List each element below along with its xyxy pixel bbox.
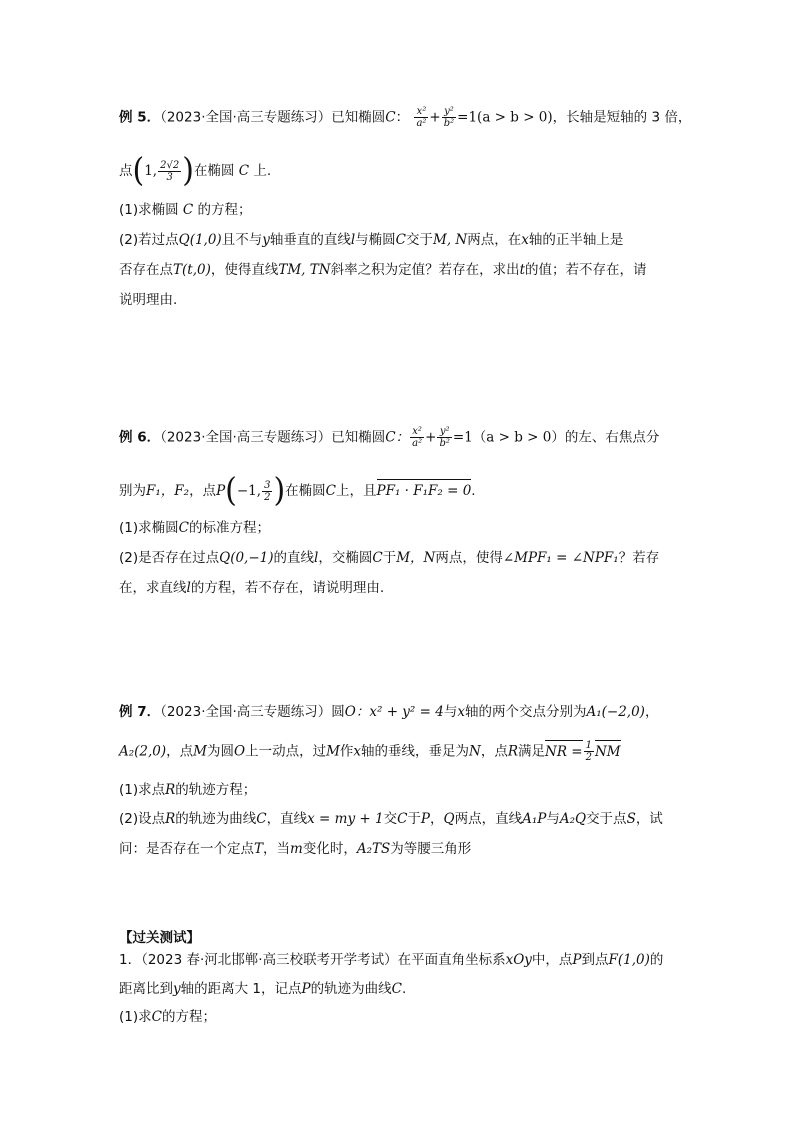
- l2-a: A₂(2,0): [119, 743, 167, 760]
- q2-l: x: [521, 232, 529, 248]
- item1l2-a: 距离比到: [119, 981, 173, 997]
- example-6-q2-line-1: [119, 548, 659, 568]
- item1-c: xOy: [505, 952, 532, 968]
- item1l2-b: y: [173, 981, 181, 997]
- point-frac-num: 2√2: [160, 159, 180, 171]
- l2-b: ，点: [166, 743, 194, 760]
- y-num: y²: [442, 106, 456, 118]
- q2-j: ∠MPF₁ = ∠NPF₁: [502, 550, 619, 566]
- x-fraction: [410, 426, 424, 449]
- l2-g: M: [326, 743, 340, 760]
- example-5-intro: 已知椭圆: [331, 109, 386, 126]
- q2l2-f: t: [519, 262, 526, 278]
- point-x: 1,: [144, 163, 158, 179]
- equation-rhs: =1（a > b > 0）: [452, 429, 565, 446]
- l2-i: PF₁ · F₁F₂ = 0: [376, 483, 472, 499]
- example-6-intro: 已知椭圆: [331, 429, 386, 446]
- example-7-line-2: [119, 740, 621, 763]
- l2-b: F₁，F₂: [146, 483, 190, 499]
- q2-g: 与椭圆: [355, 232, 396, 248]
- q1-c: 的方程；: [161, 1009, 216, 1025]
- l2-i: x: [353, 743, 362, 760]
- point-fraction: [158, 160, 181, 183]
- q1-a: (1)求点: [119, 782, 166, 798]
- q2-e: ，交椭圆: [318, 550, 373, 566]
- q2l3: 说明理由.: [119, 292, 178, 308]
- l2-e: O: [234, 743, 246, 760]
- example-7-q2-line-2: [119, 839, 471, 859]
- q1-text: (1)求椭圆: [119, 202, 179, 218]
- l2-p: NM: [594, 743, 621, 760]
- x-den: a²: [416, 118, 427, 129]
- frac-num: 1: [585, 740, 592, 751]
- a1: A₁(−2,0): [586, 704, 645, 720]
- example-5-q2-line-1: [119, 230, 623, 250]
- q2-m: 轴的正半轴上是: [528, 232, 624, 248]
- item1-a: 1．: [119, 952, 142, 968]
- item1l2-f: C: [391, 981, 402, 997]
- q2-q: 交于点: [586, 811, 627, 827]
- example-7-q1: [119, 780, 256, 800]
- q2l2-a: 在，求直线: [119, 580, 187, 596]
- y-num: y²: [437, 426, 451, 438]
- q2-i: 两点，使得: [435, 550, 503, 566]
- example-5-line-1: 例 5．（2023·全国·高三专题练习）已知椭圆C： $\frac{\text{x²}}{\text{a²}}$ + $\frac{\text{y²}}{\text{b²}}$ =1(a > b > 0)，长轴是短轴的 3 倍，: [119, 106, 692, 129]
- example-5-after-eq: ，长轴是短轴的 3 倍，: [552, 109, 692, 126]
- example-6-curve: C：: [385, 429, 410, 446]
- y-den: b²: [439, 438, 450, 449]
- y-fraction: [437, 426, 451, 449]
- comma: ，: [644, 704, 659, 720]
- test-item-1-q1: [119, 1007, 216, 1027]
- q2-h: M，N: [396, 550, 436, 566]
- example-7-q2-line-1: [119, 809, 663, 829]
- q2l2-b: T(t,0): [173, 262, 211, 278]
- example-7-line-1: [119, 702, 658, 722]
- q2-i: 交于: [406, 232, 434, 248]
- l2-c: M: [193, 743, 207, 760]
- q1-a: (1)求: [119, 1009, 152, 1025]
- q1-c: 的轨迹方程；: [175, 782, 257, 798]
- l2-f: 上一动点，过: [245, 743, 327, 760]
- example-6-source: （2023·全国·高三专题练习）: [160, 429, 332, 446]
- item1-h: 的: [649, 952, 664, 968]
- q1-end: 的方程；: [197, 202, 252, 218]
- example-5-q1: (1)求椭圆 C 的方程；: [119, 202, 252, 218]
- q2-a: (2)是否存在过点: [119, 550, 220, 566]
- example-7-source: （2023·全国·高三专题练习）: [160, 704, 332, 720]
- q2-f: x = my + 1: [307, 811, 384, 827]
- test-heading: 【过关测试】: [119, 930, 200, 946]
- q2-m: 两点，直线: [454, 811, 523, 827]
- q2-b: Q(0,−1): [219, 550, 274, 566]
- q2-j: M, N: [433, 232, 468, 248]
- example-5-source: （2023·全国·高三专题练习）: [160, 109, 332, 126]
- q2-d: l: [314, 550, 319, 566]
- q2-f: C: [372, 550, 383, 566]
- q1: (1)求椭圆: [119, 520, 179, 536]
- frac-num: 3: [264, 479, 271, 491]
- colon: ：: [395, 109, 410, 126]
- l2-j: 轴的垂线，垂足为: [361, 743, 470, 760]
- l2-f: 在椭圆: [285, 483, 326, 499]
- frac-den: 2: [264, 491, 271, 503]
- q1-b: C: [151, 1009, 162, 1025]
- l2-d: 为圆: [207, 743, 234, 760]
- item1-f: 到点: [581, 952, 609, 968]
- q2-c: 的直线: [273, 550, 315, 566]
- q2-o: 与: [546, 811, 560, 827]
- after-eq: 的左、右焦点分: [564, 429, 660, 446]
- item1-g: F(1,0): [608, 952, 650, 968]
- item1-e: P: [572, 952, 582, 968]
- l2-a: 别为: [119, 483, 146, 499]
- point-frac-den: 3: [166, 171, 173, 183]
- item1-b: （2023 春·河北邯郸·高三校联考开学考试）在平面直角坐标系: [141, 952, 506, 968]
- example-5-label: 例 5．: [119, 109, 161, 126]
- q2l2-e: 斜率之积为定值？若存在，求出: [330, 262, 520, 278]
- q2l2-d: m: [290, 841, 303, 857]
- test-item-1-line-2: [119, 979, 406, 999]
- point-prefix: 点: [119, 163, 133, 179]
- q2-b: R: [165, 811, 176, 827]
- q2l2-b: T: [254, 841, 264, 857]
- y-den: b²: [443, 118, 455, 129]
- q2-g: 交: [383, 811, 398, 827]
- item1-d: 中，点: [531, 952, 573, 968]
- l2-o: NR =: [545, 743, 583, 760]
- q2-a: (2)设点: [119, 811, 166, 827]
- q2l2-a: 否存在点: [119, 262, 173, 278]
- example-6-line-2: 别为F₁，F₂，点P(−1, $\frac{3}{2}$ )在椭圆C上，且PF₁ · F₁F₂ = 0.: [119, 471, 476, 510]
- mid2: 轴的两个交点分别为: [464, 704, 587, 720]
- item1l2-c: 轴的距离大 1，记点: [180, 981, 302, 997]
- fraction: [584, 740, 594, 763]
- l2-c: ，点: [189, 483, 217, 499]
- q2-a: (2)若过点: [119, 232, 179, 248]
- frac-den: 2: [585, 752, 592, 763]
- intro: 圆: [331, 704, 345, 720]
- item1l2-e: 的轨迹为曲线: [310, 981, 392, 997]
- q2l2-b: l: [186, 580, 191, 596]
- q2l2-g: 为等腰三角形: [390, 841, 472, 857]
- eq: x² + y² = 4: [369, 704, 444, 720]
- q2-h: C: [395, 232, 407, 248]
- q2-d: C: [256, 811, 267, 827]
- q2-r: S: [626, 811, 636, 827]
- example-7-label: 例 7．: [119, 704, 161, 720]
- l2-h: 上，且: [336, 483, 377, 499]
- q2-e: ，直线: [266, 811, 308, 827]
- equation-rhs: =1(a > b > 0): [457, 109, 553, 126]
- x-den: a²: [412, 438, 423, 449]
- q2-s: ，试: [635, 811, 663, 827]
- l2-h: 作: [339, 743, 354, 760]
- q2l2-c: ，当: [263, 841, 291, 857]
- q1-b: R: [165, 782, 176, 798]
- point-suffix2: 上.: [253, 163, 272, 179]
- example-5-q2-line-2: [119, 260, 647, 280]
- x: x: [457, 704, 465, 720]
- q2-h: C: [397, 811, 408, 827]
- q2l2-e: 变化时，: [302, 841, 357, 857]
- q2-g: 于: [382, 550, 397, 566]
- example-6-label: 例 6．: [119, 429, 161, 446]
- q2l2-d: TM, TN: [278, 262, 331, 278]
- q2-c: 的轨迹为曲线: [175, 811, 257, 827]
- q1-c: C: [178, 520, 189, 536]
- y-fraction: [442, 106, 456, 129]
- q1-end: 的标准方程；: [188, 520, 270, 536]
- l2-d: P: [216, 483, 226, 499]
- q2-j: P: [420, 811, 430, 827]
- l2-k: N: [469, 743, 481, 760]
- q2-l: Q: [443, 811, 455, 827]
- q2-i: 于: [407, 811, 421, 827]
- q2-e: 轴垂直的直线: [269, 232, 351, 248]
- q2-f: l: [350, 232, 356, 248]
- example-6-line-1: 例 6．（2023·全国·高三专题练习）已知椭圆C： $\frac{\text{x²}}{\text{a²}}$ + $\frac{\text{y²}}{\text{b²}}$ =1（a > b > 0）的左、右焦点分: [119, 426, 660, 449]
- q2l2-g: 的值；若不存在，请: [525, 262, 647, 278]
- l2-l: ，点: [480, 743, 508, 760]
- q2-k: ？若存: [618, 550, 660, 566]
- q2l2-c: 的方程，若不存在，请说明理由.: [190, 580, 385, 596]
- item1l2-g: .: [401, 981, 407, 997]
- x-fraction: [414, 106, 428, 129]
- example-6-q2-line-2: [119, 578, 384, 598]
- mid: 与: [443, 704, 458, 720]
- l2-j: .: [471, 483, 476, 499]
- q2-n: A₁P: [522, 811, 547, 827]
- q2l2-a: 问：是否存在一个定点: [119, 841, 254, 857]
- q2-k: ，: [430, 811, 444, 827]
- test-item-1-line-1: [119, 950, 663, 970]
- q2-k: 两点，在: [467, 232, 522, 248]
- l2-n: 满足: [518, 743, 546, 760]
- q2-b: Q(1,0): [178, 232, 222, 248]
- q2-c: 且不与: [221, 232, 263, 248]
- example-6-q1: [119, 518, 270, 538]
- example-5-q2-line-3: [119, 290, 177, 310]
- item1l2-d: P: [301, 981, 311, 997]
- q2-p: A₂Q: [559, 811, 587, 827]
- x-num: x²: [414, 106, 428, 118]
- example-5-curve: C: [385, 109, 396, 126]
- q2l2-c: ，使得直线: [210, 262, 279, 278]
- l2-g: C: [325, 483, 337, 499]
- q2-d: y: [262, 232, 270, 248]
- example-5-line-2: 点(1, $\frac{2√2}{3}$ )在椭圆 C 上.: [119, 151, 272, 190]
- l2-e: −1,: [236, 483, 262, 499]
- circle: O：: [344, 704, 370, 720]
- l2-m: R: [507, 743, 519, 760]
- point-suffix: 在椭圆: [193, 163, 235, 179]
- x-num: x²: [410, 426, 424, 438]
- q2l2-f: A₂TS: [356, 841, 391, 857]
- point-fraction: [262, 480, 272, 503]
